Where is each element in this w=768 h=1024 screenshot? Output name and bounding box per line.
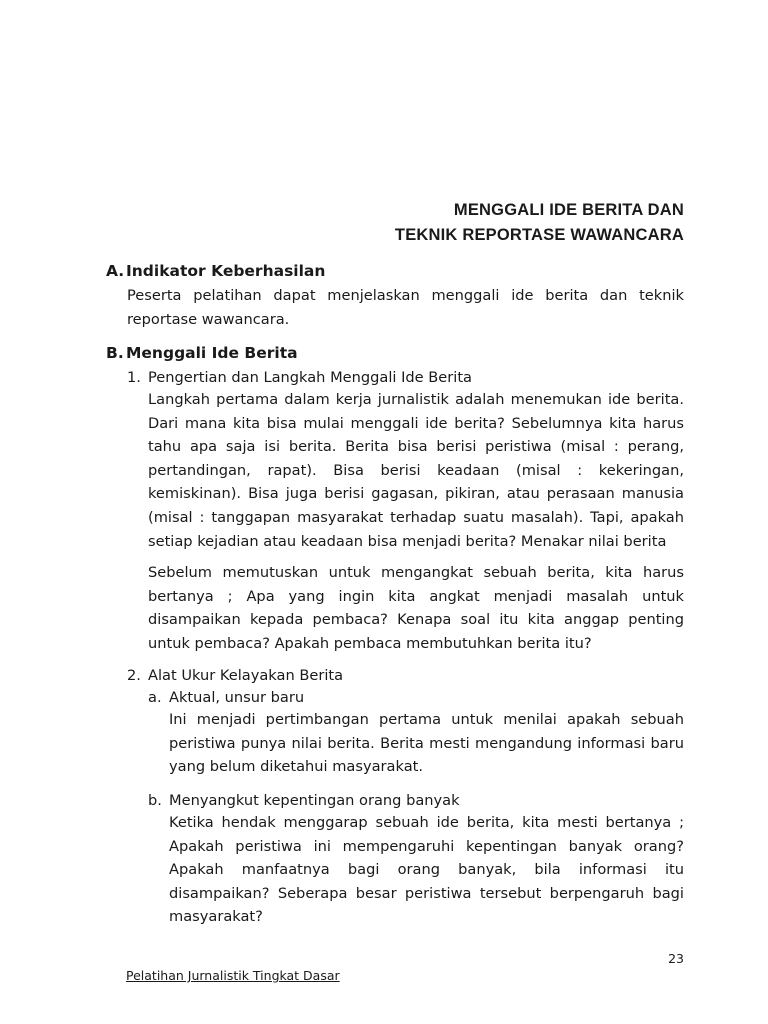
- list-item-a-letter: a.: [148, 689, 162, 706]
- subsection-title-1: Pengertian dan Langkah Menggali Ide Berita: [148, 369, 472, 386]
- subsection-1-paragraph-2: Sebelum memutuskan untuk mengangkat sebuah berita, kita harus bertanya ; Apa yang ingin kita angkat menjadi masalah untuk disampaikan kepada pembaca? Kenapa soal itu kita anggap penting untuk pembaca? Apakah pembaca membutuhkan berita itu?: [148, 564, 684, 652]
- section-a-body: Peserta pelatihan dapat menjelaskan menggali ide berita dan teknik reportase wawancara.: [127, 287, 684, 328]
- list-item-a-label: [148, 688, 304, 708]
- list-item-a-body: Ini menjadi pertimbangan pertama untuk menilai apakah sebuah peristiwa punya nilai berita. Berita mesti mengandung informasi baru yang belum diketahui masyarakat.: [169, 711, 684, 776]
- section-heading-a: [106, 261, 325, 281]
- section-letter-b: B.: [106, 344, 124, 362]
- subsection-number-2: 2.: [127, 667, 141, 684]
- list-item-a-title: Aktual, unsur baru: [169, 689, 305, 706]
- page-title-line-2: TEKNIK REPORTASE WAWANCARA: [394, 226, 684, 244]
- subsection-heading-1: [127, 368, 472, 388]
- section-title-b: Menggali Ide Berita: [126, 344, 298, 362]
- section-heading-b: [106, 343, 298, 363]
- list-item-b-label: [148, 791, 460, 811]
- subsection-heading-2: [127, 666, 343, 686]
- subsection-title-2: Alat Ukur Kelayakan Berita: [148, 667, 344, 684]
- footer-text: Pelatihan Jurnalistik Tingkat Dasar: [126, 968, 340, 983]
- page-title-line-1: MENGGALI IDE BERITA DAN: [453, 201, 684, 219]
- section-letter-a: A.: [106, 262, 125, 280]
- section-title-a: Indikator Keberhasilan: [126, 262, 326, 280]
- subsection-1-paragraph-1: Langkah pertama dalam kerja jurnalistik adalah menemukan ide berita. Dari mana kita bisa mulai menggali ide berita? Sebelumnya kita harus tahu apa saja isi berita. Berita bisa berisi peristiwa (misal : perang, pertandingan, rapat). Bisa berisi keadaan (misal : kekeringan, kemiskinan). Bisa juga berisi gagasan, pikiran, atau perasaan manusia (misal : tanggapan masyarakat terhadap suatu masalah). Tapi, apakah setiap kejadian atau keadaan bisa menjadi berita? Menakar nilai berita: [148, 391, 684, 550]
- page-title: [395, 198, 684, 248]
- list-item-b-letter: b.: [148, 792, 162, 809]
- subsection-number-1: 1.: [127, 369, 141, 386]
- list-item-b-body: Ketika hendak menggarap sebuah ide berita, kita mesti bertanya ; Apakah peristiwa ini mempengaruhi kepentingan banyak orang? Apakah manfaatnya bagi orang banyak, bila informasi itu disampaikan? Seberapa besar peristiwa tersebut berpengaruh bagi masyarakat?: [169, 814, 684, 926]
- page-number: 23: [668, 951, 684, 966]
- list-item-b-title: Menyangkut kepentingan orang banyak: [169, 792, 460, 809]
